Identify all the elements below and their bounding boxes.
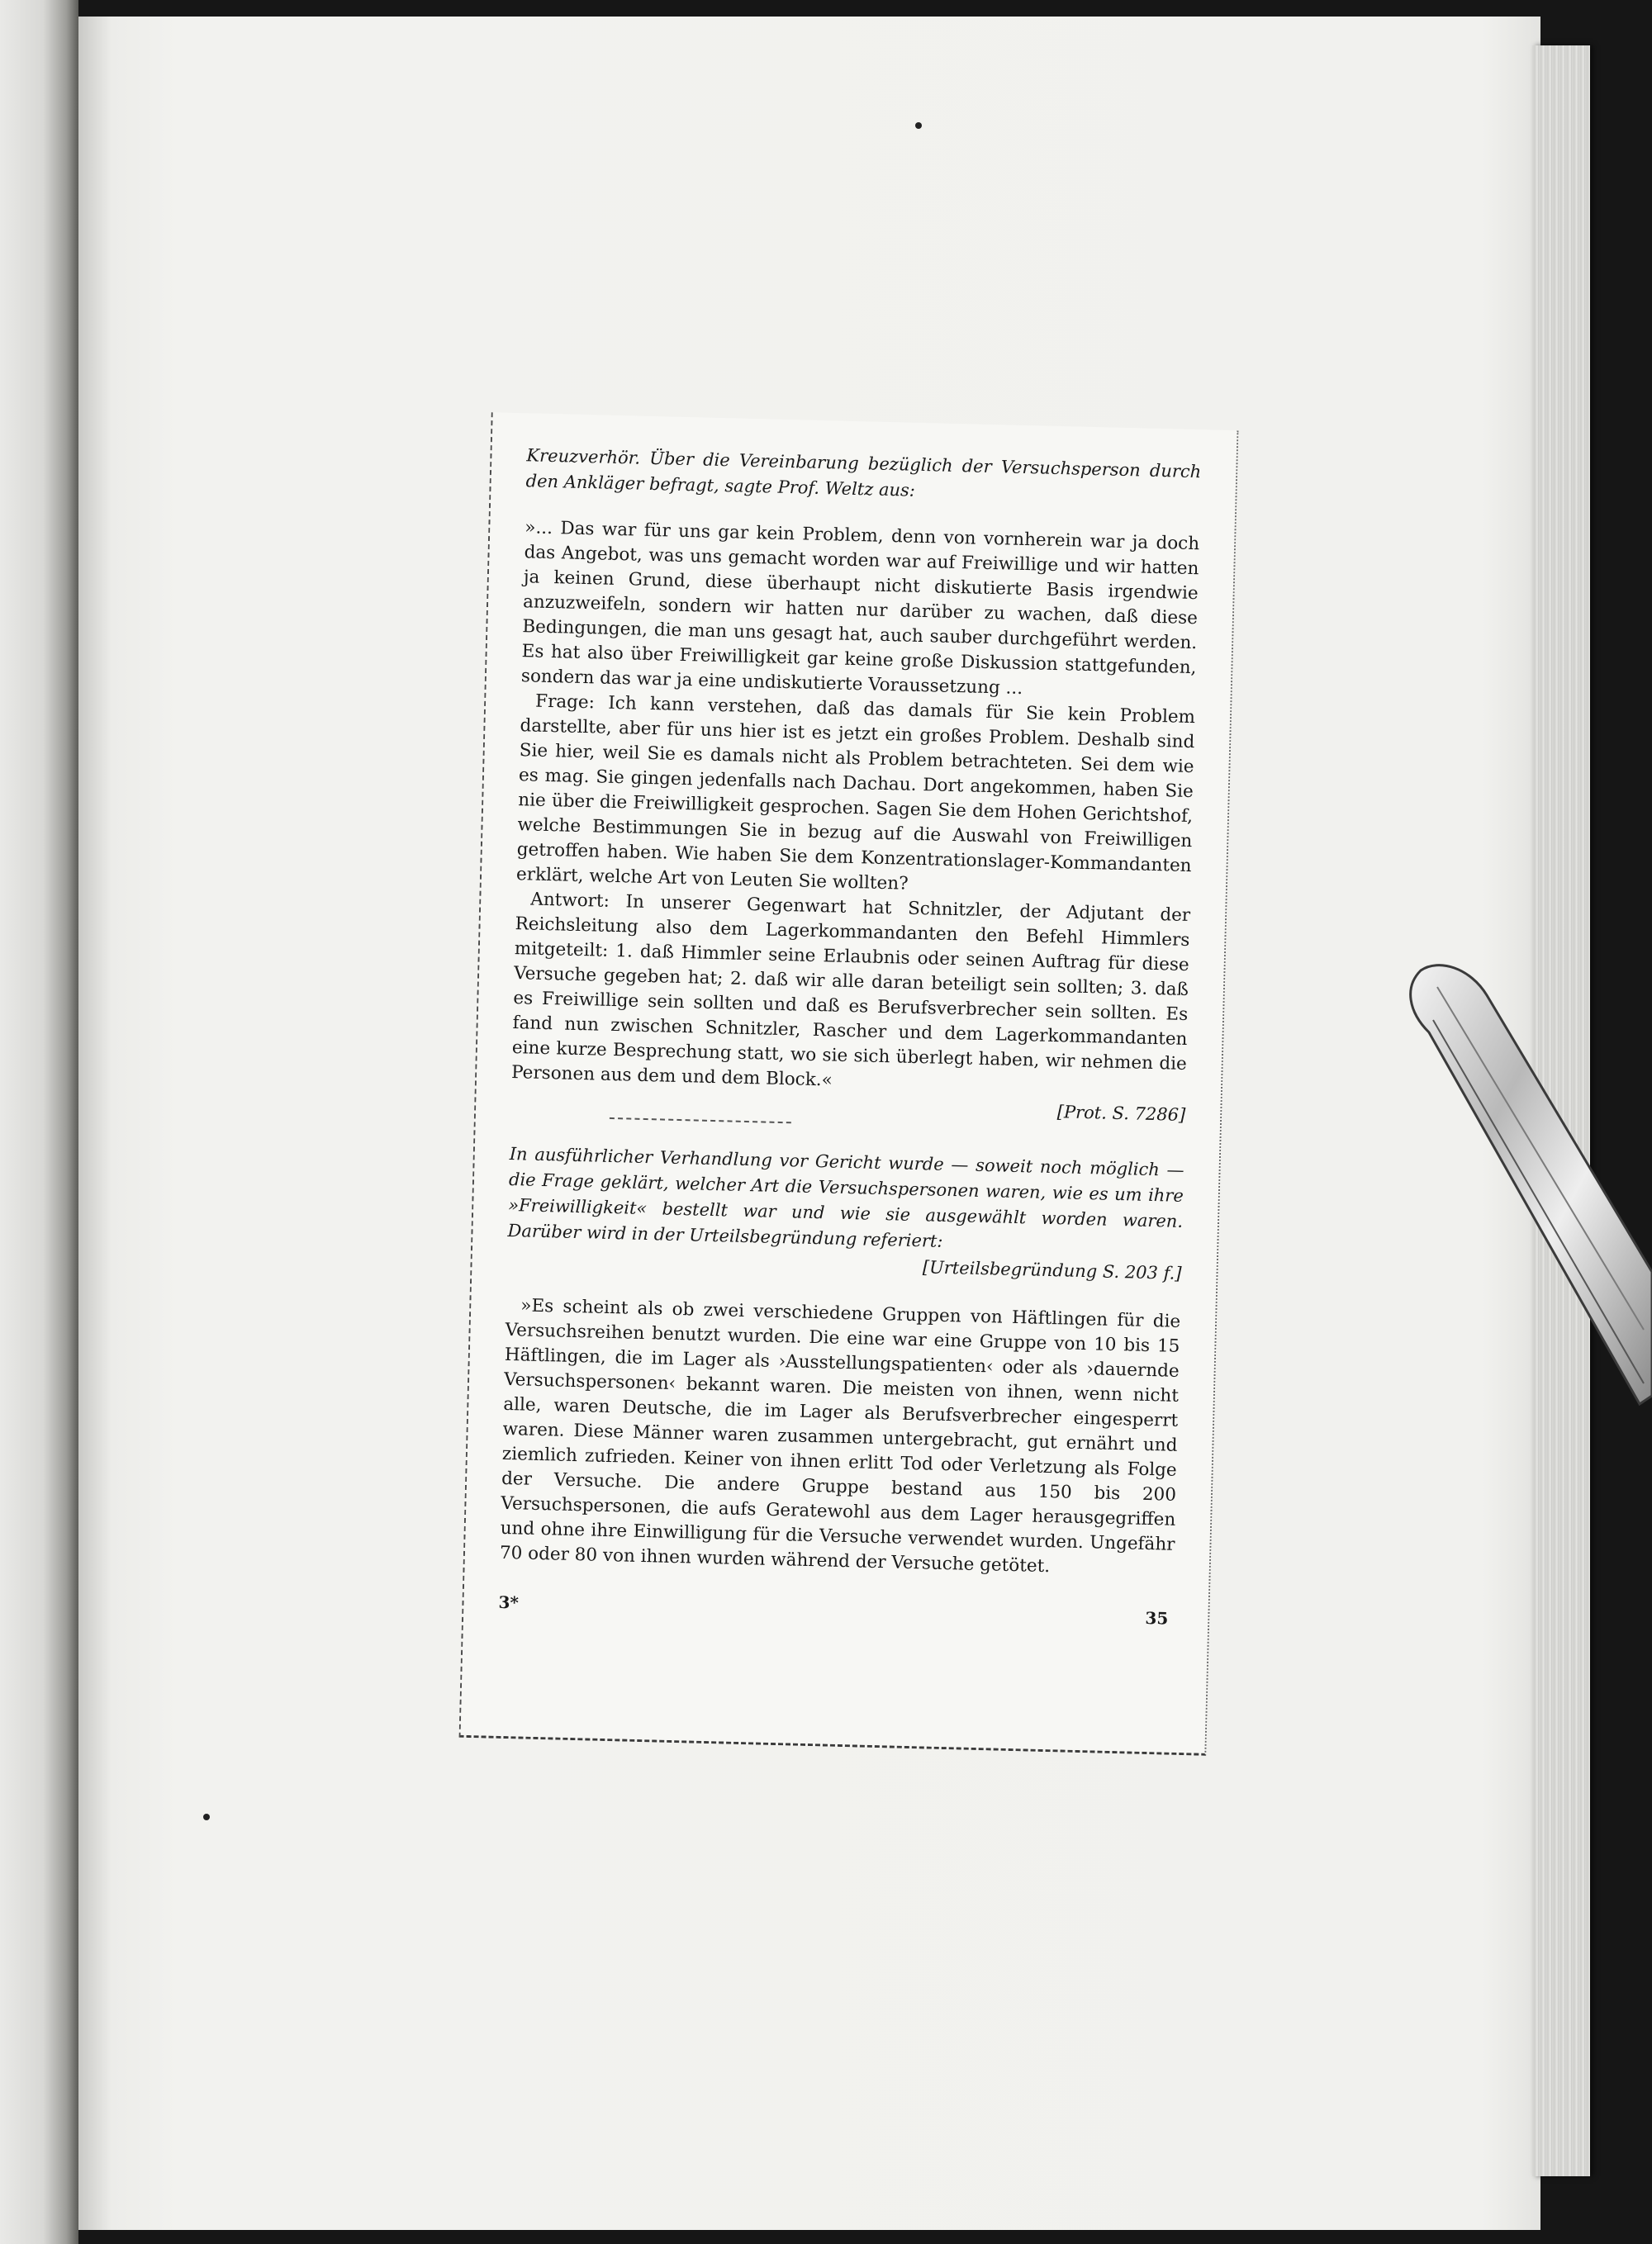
middle-text: In ausführlicher Verhandlung vor Gericht wurde — soweit noch möglich — die Frage geklärt, welcher Art die Versuchspersonen waren, wie es um ihre »Freiwilligkeit« bestellt war und wie sie ausgewählt worden waren. Darüber wird in der Urteilsbegründung referiert:: [507, 1143, 1184, 1251]
page-edges: [1532, 45, 1590, 2176]
divider-rule: [610, 1117, 791, 1125]
quote-paragraph: Frage: Ich kann verstehen, daß das damals für Sie kein Problem darstellte, aber für uns hier ist es jetzt ein großes Problem. Deshalb sind Sie hier, weil Sie es damals nicht als Problem betrachteten. Sei dem wie es mag. Sie gingen jedenfalls nach Dachau. Dort angekommen, haben Sie nie über die Freiwilligkeit gesprochen. Sagen Sie dem Hohen Gerichtshof, welche Bestimmungen Sie in bezug auf die Auswahl von Freiwilligen getroffen haben. Wie haben Sie dem Konzentrationslager-Kommandanten erklärt, welche Art von Leuten Sie wollten?: [515, 690, 1196, 894]
pasted-clipping: [459, 412, 1239, 1756]
page-footer: [498, 1592, 1174, 1642]
quote-paragraph: »... Das war für uns gar kein Problem, denn von vornherein war ja doch das Angebot, was uns gemacht worden war auf Freiwillige und wir hatten ja keinen Grund, diese überhaupt nicht diskutierte Basis irgendwie anzuzweifeln, sondern wir hatten nur darüber zu wachen, daß diese Bedingungen, die man uns gesagt hat, auch sauber durchgeführt werden. Es hat also über Freiwilligkeit gar keine große Diskussion stattgefunden, sondern das war ja eine undiskutierte Voraussetzung ...: [520, 517, 1200, 699]
dust-speck: [915, 122, 922, 129]
intro-text: Kreuzverhör. Über die Vereinbarung bezüglich der Versuchsperson durch den Ankläger befragt, sagte Prof. Weltz aus:: [525, 445, 1202, 501]
page-number: 35: [1145, 1607, 1169, 1629]
quote-paragraph: Antwort: In unserer Gegenwart hat Schnitzler, der Adjutant der Reichsleitung also dem Lagerkommandanten den Befehl Himmlers mitgeteilt: 1. daß Himmler seine Erlaubnis oder seinen Auftrag für diese Versuche gegeben hat; 2. daß wir alle daran beteiligt sein sollten; 3. daß es Freiwillige sein sollten und daß es Berufsverbrecher sein sollten. Es fand nun zwischen Schnitzler, Rascher und dem Lagerkommandanten eine kurze Besprechung statt, wo sie sich überlegt haben, wir nehmen die Personen aus dem und dem Block.«: [510, 889, 1191, 1091]
quote-block: [511, 515, 1200, 1102]
signature-mark: 3*: [498, 1592, 520, 1613]
dust-speck: [203, 1814, 210, 1820]
book-gutter: [0, 0, 78, 2244]
citation-protocol: [Prot. S. 7286]: [1056, 1102, 1186, 1125]
citation-judgment: [Urteilsbegründung S. 203 f.]: [922, 1257, 1182, 1283]
final-quote: »Es scheint als ob zwei verschiedene Gruppen von Häftlingen für die Versuchsreihen benutzt wurden. Die eine war eine Gruppe von 10 bis 15 Häftlingen, die im Lager als ›Ausstellungspatienten‹ oder als ›dauernde Versuchspersonen‹ bekannt waren. Die meisten von ihnen, wenn nicht alle, waren Deutsche, die im Lager als Berufsverbrecher eingesperrt waren. Diese Männer waren zusammen untergebracht, gut ernährt und ziemlich zufrieden. Keiner von ihnen erlitt Tod oder Verletzung als Folge der Versuche. Die andere Gruppe bestand aus 150 bis 200 Versuchspersonen, die aufs Geratewohl aus dem Lager herausgegriffen und ohne ihre Einwilligung für die Versuche verwendet wurden. Ungefähr 70 oder 80 von ihnen wurden während der Versuche getötet.: [499, 1295, 1181, 1577]
